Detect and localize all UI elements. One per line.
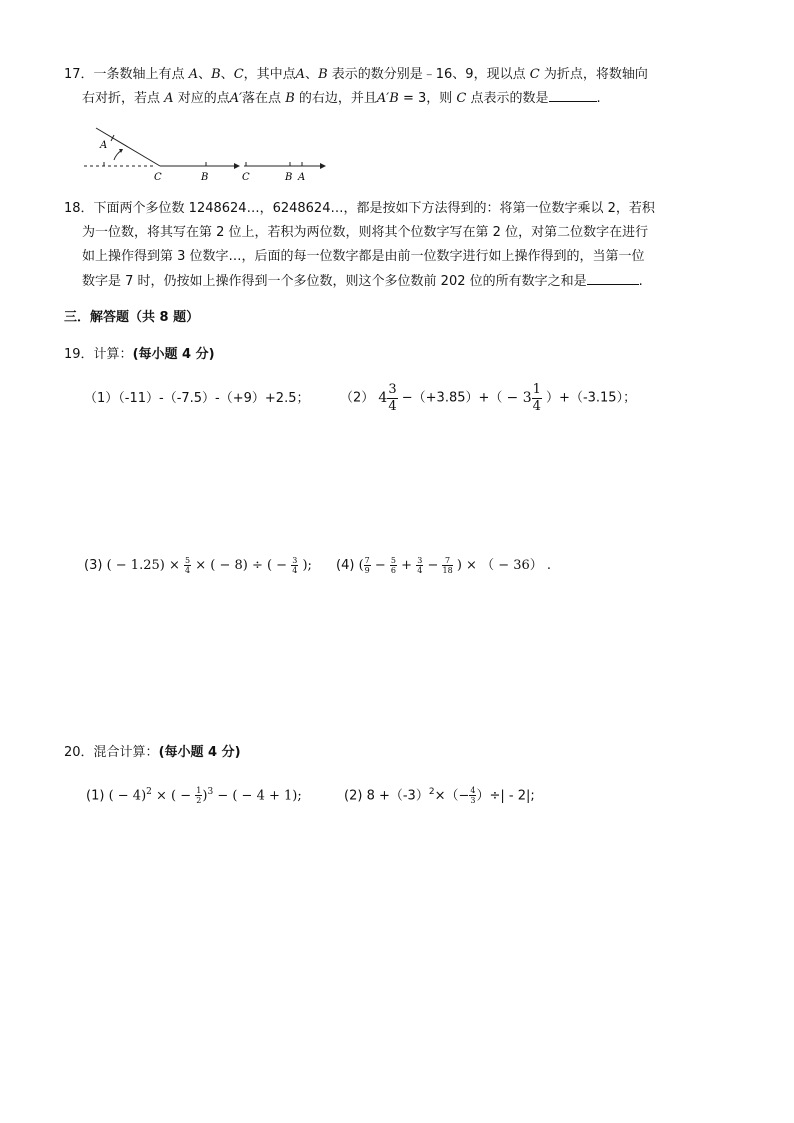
fig-label-b2: B xyxy=(285,172,293,183)
fraction: $\frac{3}{4}$ xyxy=(292,556,298,575)
q19-header: 19．计算：(每小题 4 分) xyxy=(64,347,215,362)
answer-blank xyxy=(587,272,639,285)
q20-part1: (1) ( − 4)$^2$ × ( − $\frac{1}{2}$ )$^3$ − ( − 4 + 1); xyxy=(86,786,302,806)
number-line-figure xyxy=(84,124,334,184)
q19-part2: （2） 4 $\frac{3}{4}$ −（+3.85）+（ − 3 $\frac{1}{4}$ ）+（-3.15）； xyxy=(340,381,637,414)
q17-line2: 右对折，若点 A 对应的点A′落在点 B 的右边，并且A′B = 3，则 C 点表示的数是 . xyxy=(82,91,601,106)
fig-label-a1: A xyxy=(100,140,108,151)
section-title: 三．解答题（共 8 题） xyxy=(64,310,200,325)
fraction: $\frac{1}{4}$ xyxy=(532,381,541,414)
q20-header: 20．混合计算：(每小题 4 分) xyxy=(64,745,241,760)
fig-label-c2: C xyxy=(242,172,250,183)
fraction: $\frac{3}{4}$ xyxy=(417,556,423,575)
q18-line3: 如上操作得到第 3 位数字…，后面的每一位数字都是由前一位数字进行如上操作得到的，当第一位 xyxy=(82,249,645,264)
fraction: $\frac{1}{2}$ xyxy=(196,786,202,806)
fraction: $\frac{7}{18}$ xyxy=(442,556,453,575)
fraction: $\frac{5}{4}$ xyxy=(184,556,191,575)
fraction: $\frac{3}{4}$ xyxy=(388,381,397,414)
q19-part3: (3) ( − 1.25) × $\frac{5}{4}$ × ( − 8) ÷ ( − $\frac{3}{4}$ ); xyxy=(84,556,312,575)
fig-label-b1: B xyxy=(201,172,209,183)
fraction: $\frac{7}{9}$ xyxy=(364,556,370,575)
fraction: $\frac{4}{3}$ xyxy=(470,786,476,806)
answer-blank xyxy=(549,89,597,102)
fig-label-c1: C xyxy=(154,172,162,183)
q19-part1: （1）（-11）-（-7.5）-（+9）+2.5； xyxy=(84,391,310,406)
q18-line2: 为一位数，将其写在第 2 位上，若积为两位数，则将其个位数字写在第 2 位，对第二位数字在进行 xyxy=(82,225,649,240)
fig-label-a2: A xyxy=(298,172,306,183)
q20-part2: (2) $8 +(-3)^2\times(-$ $\frac{4}{3}$ ）÷| - 2|; xyxy=(344,786,535,806)
q19-part4: (4) ( $\frac{7}{9}$ − $\frac{5}{6}$ + $\frac{3}{4}$ − $\frac{7}{18}$ ) × （ − 36） . xyxy=(336,556,552,575)
fraction: $\frac{5}{6}$ xyxy=(390,556,397,575)
q18-line1: 18．下面两个多位数 1248624…，6248624…，都是按如下方法得到的：将第一位数字乘以 2，若积 xyxy=(64,201,655,216)
q17-line1: 17．一条数轴上有点 A、B、C，其中点A、B 表示的数分别是﹣16、9，现以点 C 为折点，将数轴向 xyxy=(64,67,648,82)
q18-line4: 数字是 7 时，仍按如上操作得到一个多位数，则这个多位数前 202 位的所有数字之和是 . xyxy=(82,274,643,289)
